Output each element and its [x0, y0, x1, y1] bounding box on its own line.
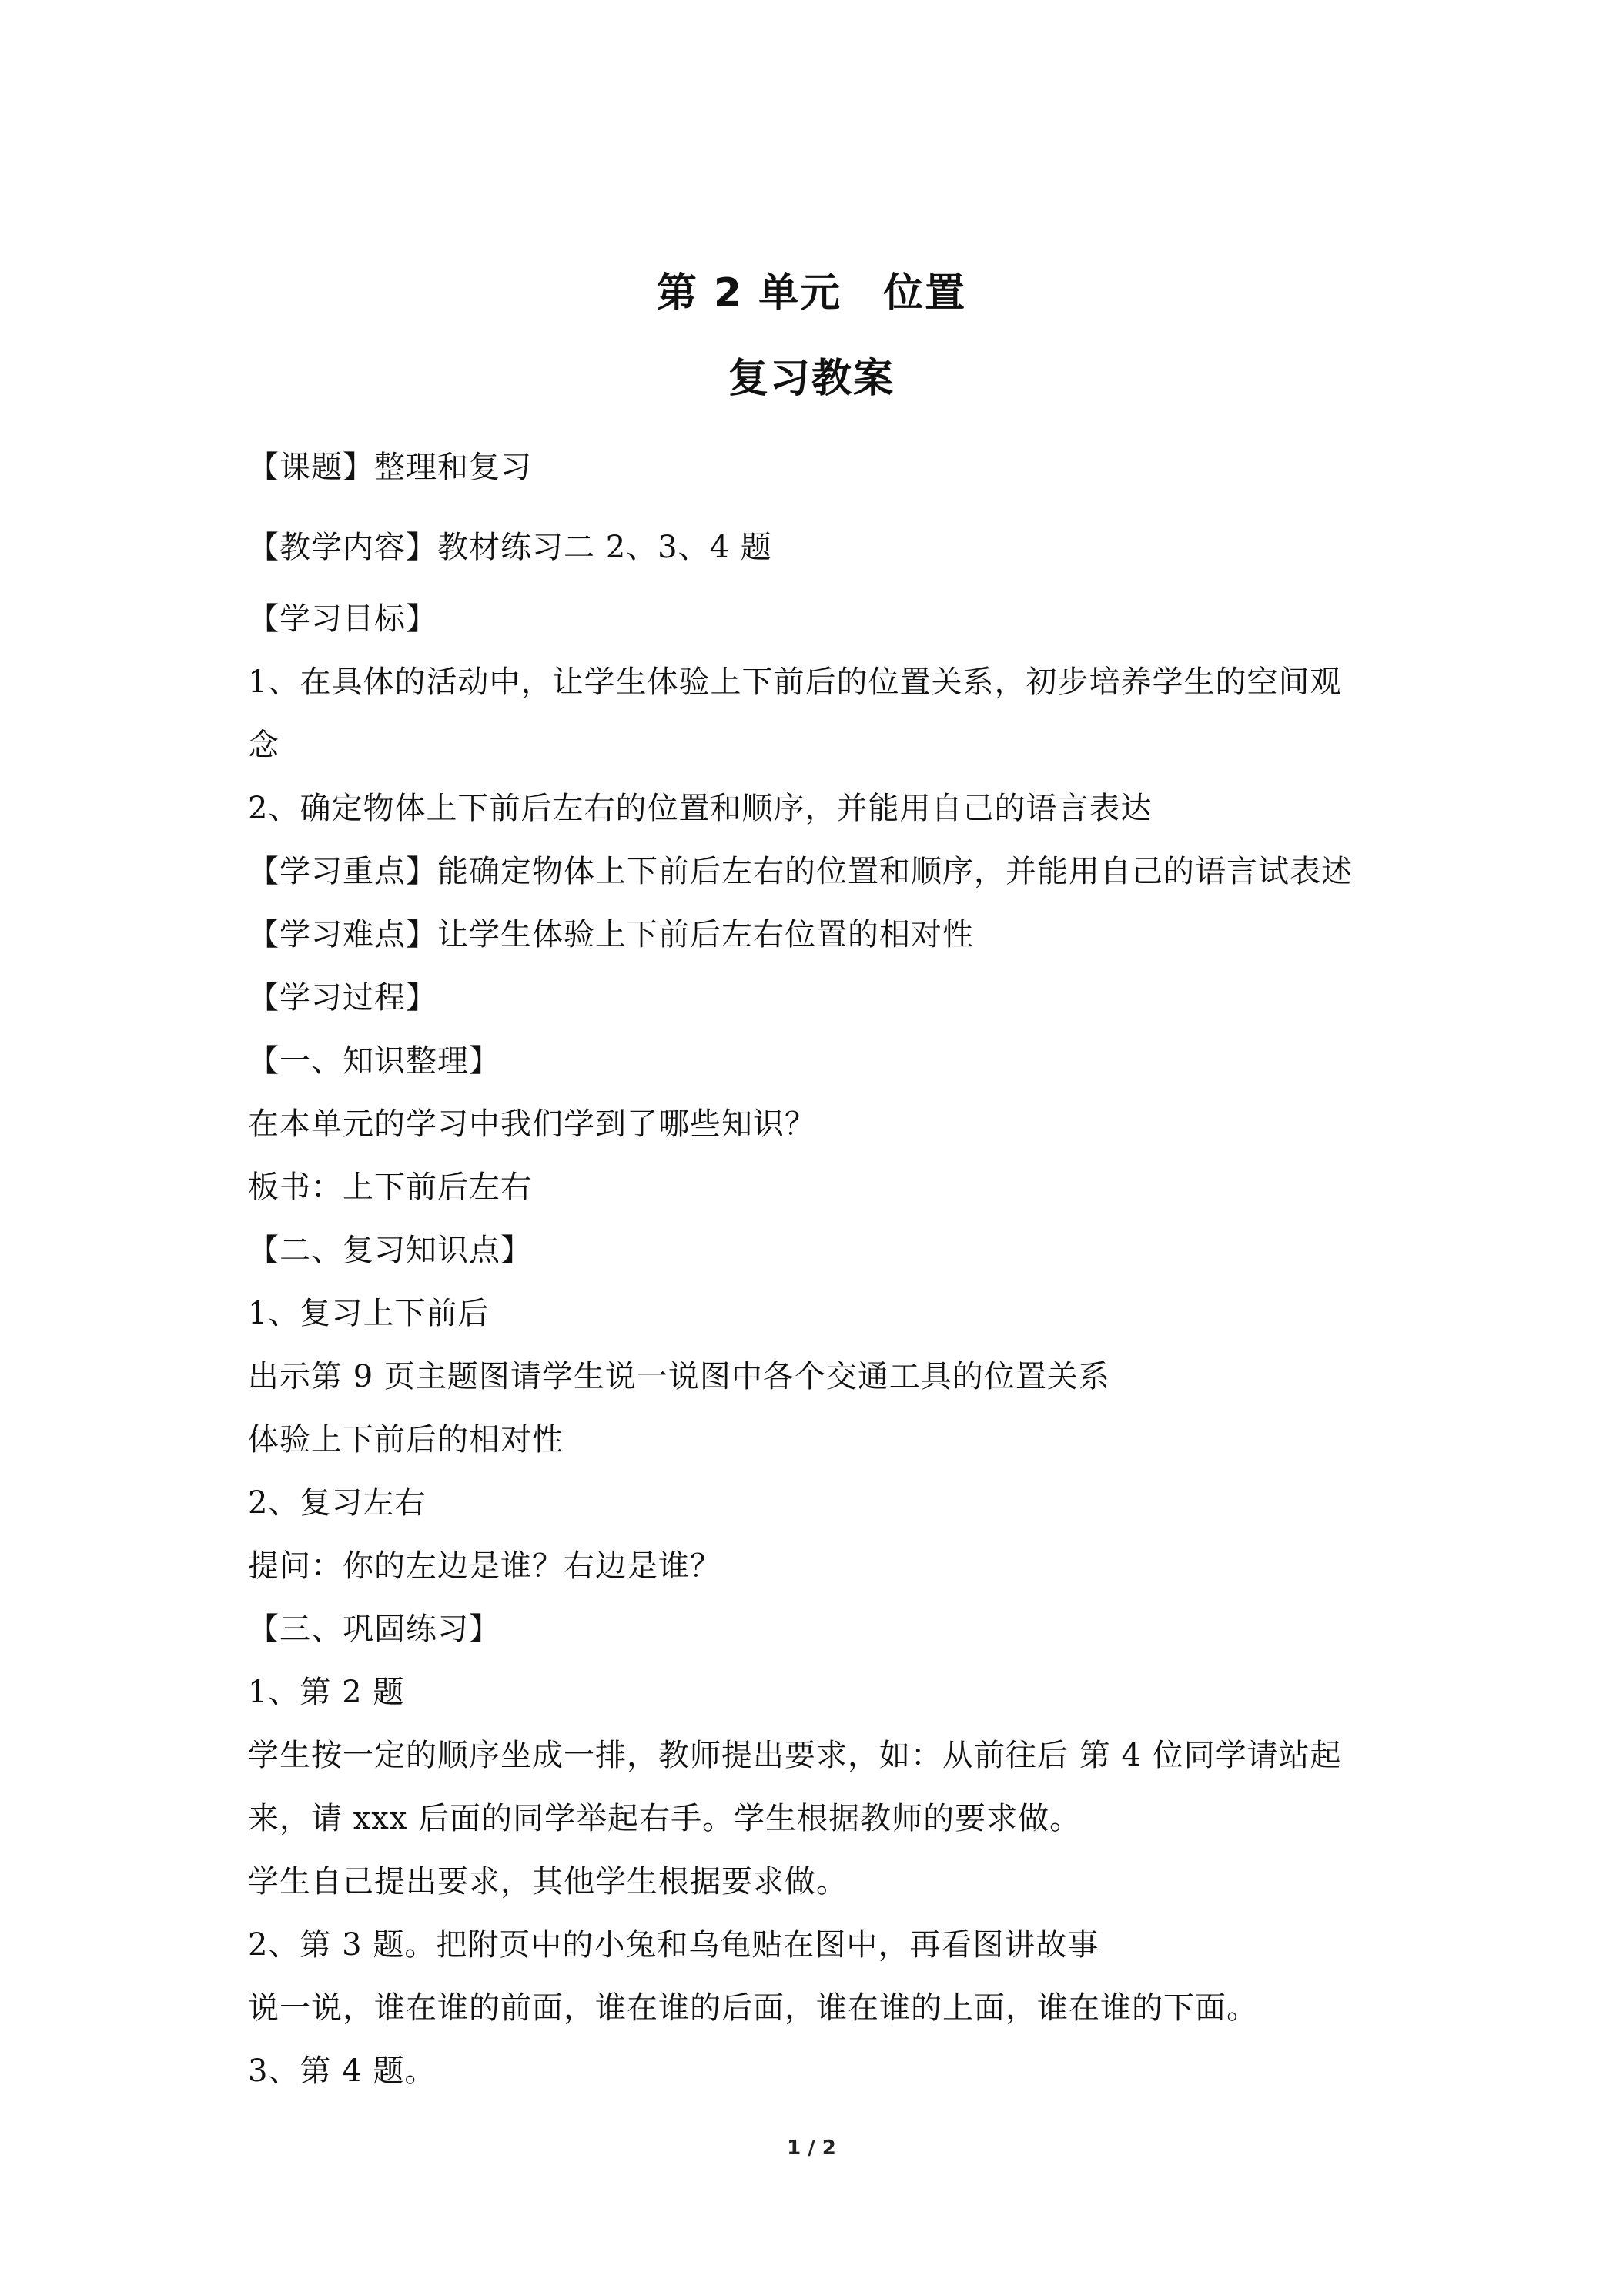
paragraph-line: 【三、巩固练习】	[248, 1612, 500, 1647]
paragraph-line: 【学习难点】让学生体验上下前后左右位置的相对性	[248, 917, 974, 952]
paragraph-line: 【学习重点】能确定物体上下前后左右的位置和顺序，并能用自己的语言试表述	[248, 854, 1353, 889]
paragraph-line: 学生按一定的顺序坐成一排，教师提出要求，如：从前往后 第 4 位同学请站起	[248, 1738, 1342, 1773]
paragraph-line: 在本单元的学习中我们学到了哪些知识？	[248, 1106, 816, 1142]
paragraph-line: 3、第 4 题。	[248, 2053, 437, 2089]
paragraph-line: 提问：你的左边是谁？右边是谁？	[248, 1548, 721, 1584]
paragraph-line: 2、复习左右	[248, 1485, 427, 1521]
paragraph-line: 板书：上下前后左右	[248, 1170, 532, 1205]
paragraph-line: 【学习过程】	[248, 980, 437, 1016]
paragraph-line: 1、在具体的活动中，让学生体验上下前后的位置关系，初步培养学生的空间观	[248, 664, 1342, 700]
page-number: 1 / 2	[787, 2137, 836, 2160]
paragraph-line: 2、确定物体上下前后左右的位置和顺序，并能用自己的语言表达	[248, 791, 1153, 826]
document-body	[248, 427, 1387, 2103]
document-title: 第 2 单元 位置	[656, 270, 967, 316]
paragraph-line: 【教学内容】教材练习二 2、3、4 题	[248, 530, 772, 565]
paragraph-line: 出示第 9 页主题图请学生说一说图中各个交通工具的位置关系	[248, 1359, 1110, 1394]
paragraph-line: 说一说，谁在谁的前面，谁在谁的后面，谁在谁的上面，谁在谁的下面。	[248, 1990, 1258, 2026]
paragraph-line: 【课题】整理和复习	[248, 450, 532, 485]
paragraph-line: 学生自己提出要求，其他学生根据要求做。	[248, 1864, 848, 1899]
paragraph-line: 【二、复习知识点】	[248, 1233, 532, 1268]
paragraph-line: 【学习目标】	[248, 601, 437, 637]
paragraph-line: 1、第 2 题	[248, 1675, 405, 1710]
paragraph-line: 念	[248, 728, 279, 763]
paragraph-line: 体验上下前后的相对性	[248, 1422, 564, 1458]
paragraph-line: 1、复习上下前后	[248, 1296, 490, 1331]
paragraph-line: 来，请 xxx 后面的同学举起右手。学生根据教师的要求做。	[248, 1801, 1082, 1836]
document-subtitle: 复习教案	[728, 356, 895, 402]
paragraph-line: 2、第 3 题。把附页中的小兔和乌龟贴在图中，再看图讲故事	[248, 1927, 1099, 1963]
paragraph-line: 【一、知识整理】	[248, 1043, 500, 1079]
